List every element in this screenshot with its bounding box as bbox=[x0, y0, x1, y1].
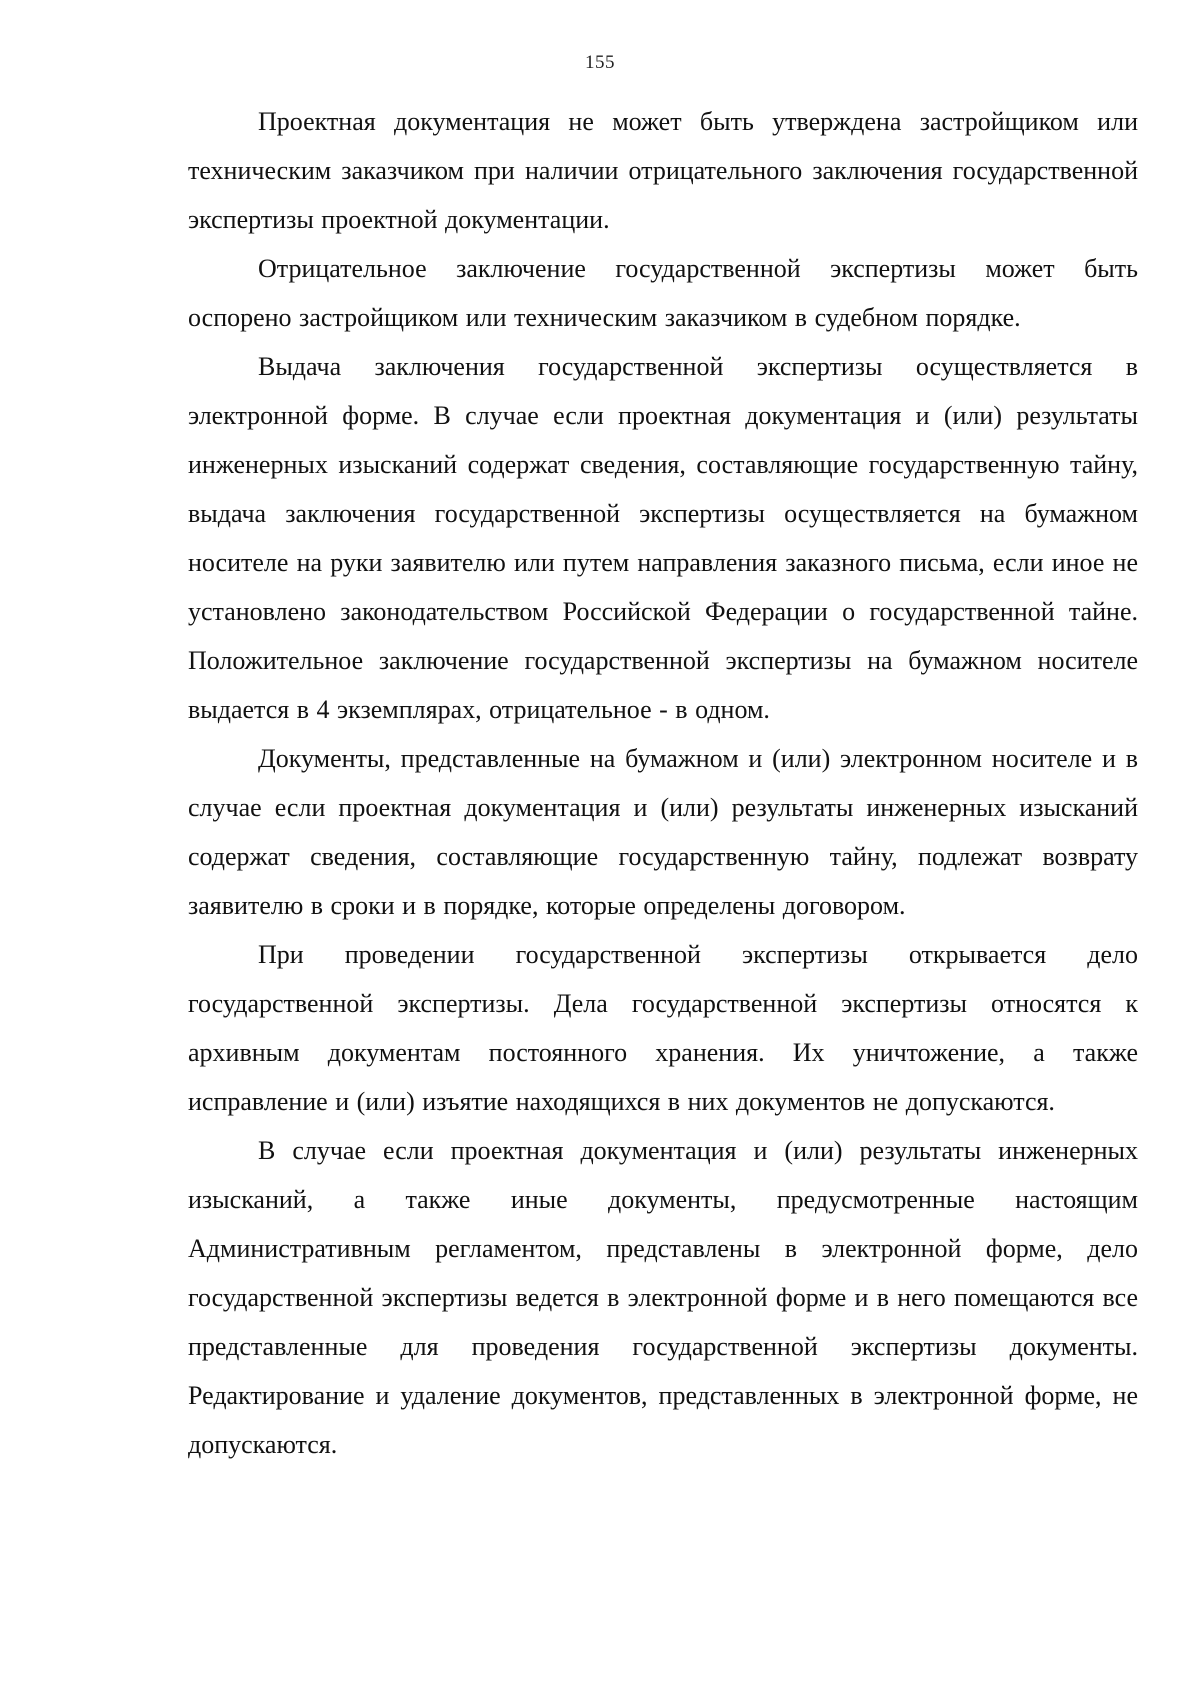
paragraph-3: Выдача заключения государственной экспертизы осуществляется в электронной форме. В случае если проектная документация и (или) результаты инженерных изысканий содержат сведения, составляющие государственную тайну, выдача заключения государственной экспертизы осуществляется на бумажном носителе на руки заявителю или путем направления заказного письма, если иное не установлено законодательством Российской Федерации о государственной тайне. Положительное заключение государственной экспертизы на бумажном носителе выдается в 4 экземплярах, отрицательное - в одном. bbox=[188, 352, 1138, 724]
page-number: 155 bbox=[585, 52, 615, 73]
paragraph-1: Проектная документация не может быть утверждена застройщиком или техническим заказчиком при наличии отрицательного заключения государственной экспертизы проектной документации. bbox=[188, 107, 1138, 234]
document-body bbox=[188, 97, 1138, 1469]
paragraph-6: В случае если проектная документация и (или) результаты инженерных изысканий, а также иные документы, предусмотренные настоящим Административным регламентом, представлены в электронной форме, дело государственной экспертизы ведется в электронной форме и в него помещаются все представленные для проведения государственной экспертизы документы. Редактирование и удаление документов, представленных в электронной форме, не допускаются. bbox=[188, 1136, 1138, 1459]
paragraph-5: При проведении государственной экспертизы открывается дело государственной экспертизы. Дела государственной экспертизы относятся к архивным документам постоянного хранения. Их уничтожение, а также исправление и (или) изъятие находящихся в них документов не допускаются. bbox=[188, 940, 1138, 1116]
paragraph-4: Документы, представленные на бумажном и (или) электронном носителе и в случае если проектная документация и (или) результаты инженерных изысканий содержат сведения, составляющие государственную тайну, подлежат возврату заявителю в сроки и в порядке, которые определены договором. bbox=[188, 744, 1138, 920]
paragraph-2: Отрицательное заключение государственной экспертизы может быть оспорено застройщиком или техническим заказчиком в судебном порядке. bbox=[188, 254, 1138, 332]
